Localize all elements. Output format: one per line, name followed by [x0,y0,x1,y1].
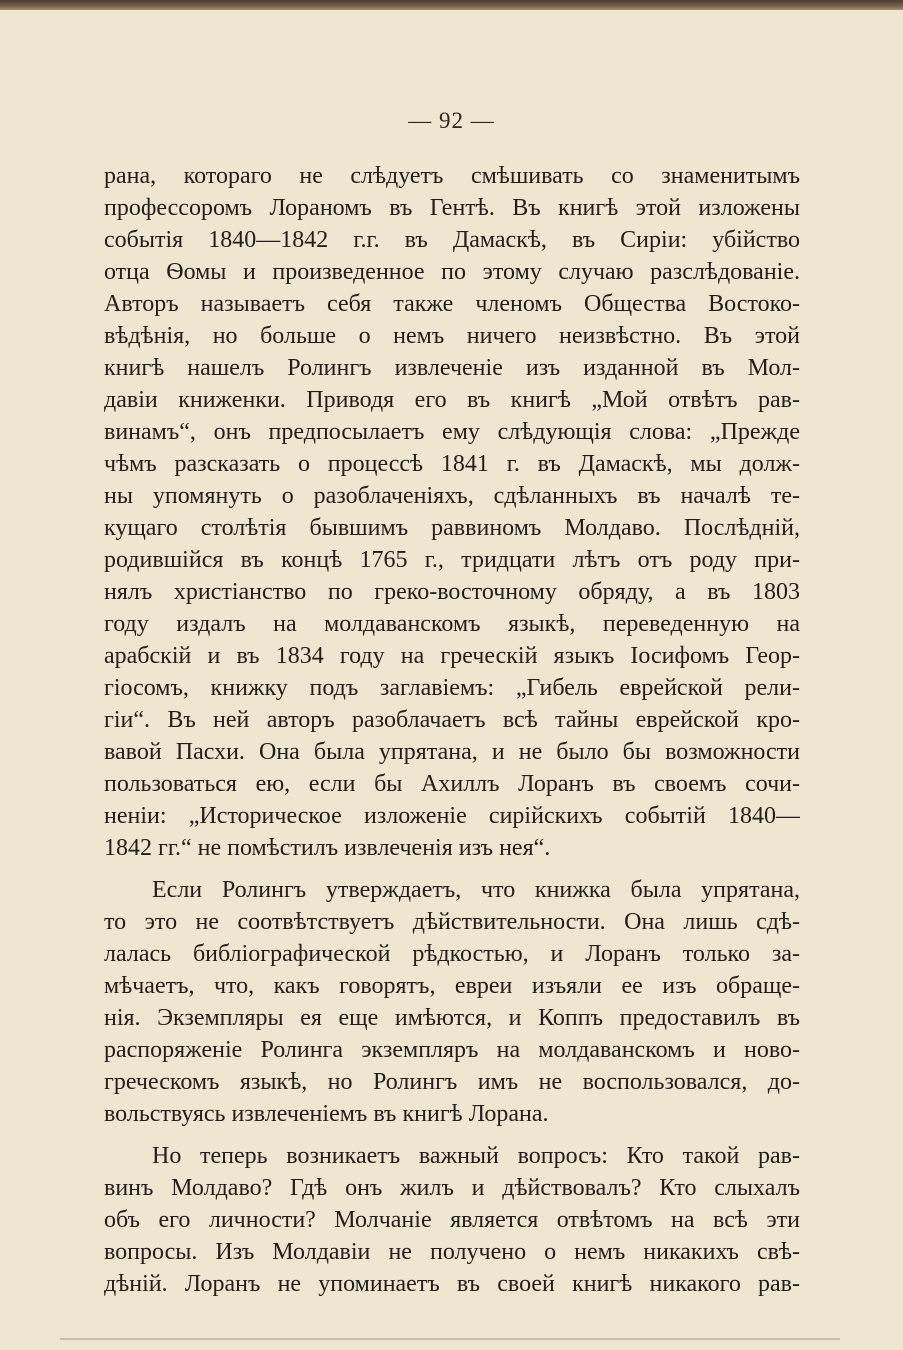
paragraph-1 [104,160,800,864]
text-line: греческомъ языкѣ, но Ролингъ имъ не воспользовался, до- [104,1069,800,1095]
text-line: гіосомъ, книжку подъ заглавіемъ: „Гибель еврейской рели- [104,675,800,701]
text-line: Но теперь возникаетъ важный вопросъ: Кто такой рав- [152,1143,800,1169]
text-line: вопросы. Изъ Молдавіи не получено о немъ никакихъ свѣ- [104,1239,800,1265]
text-line: давіи книженки. Приводя его въ книгѣ „Мой отвѣтъ рав- [104,387,800,413]
paragraph-3 [104,1140,800,1300]
scan-bottom-edge [60,1338,840,1340]
body-text [104,160,800,1300]
text-line: винамъ“, онъ предпосылаетъ ему слѣдующія слова: „Прежде [104,419,800,445]
text-line: событія 1840—1842 г.г. въ Дамаскѣ, въ Сиріи: убійство [104,227,800,253]
text-line: лалась библіографической рѣдкостью, и Лоранъ только за- [104,941,800,967]
paragraph-spacing [104,1130,800,1140]
text-line: нялъ христіанство по греко-восточному обряду, а въ 1803 [104,579,800,605]
text-line: профессоромъ Лораномъ въ Гентѣ. Въ книгѣ этой изложены [104,195,800,221]
text-line: году издалъ на молдаванскомъ языкѣ, переведенную на [104,611,800,637]
text-line: отца Ѳомы и произведенное по этому случаю разслѣдованіе. [104,259,800,285]
text-line: чѣмъ разсказать о процессѣ 1841 г. въ Дамаскѣ, мы долж- [104,451,800,477]
text-line: 1842 гг.“ не помѣстилъ извлеченія изъ нея“. [104,835,551,861]
text-line: книгѣ нашелъ Ролингъ извлеченіе изъ изданной въ Мол- [104,355,800,381]
text-line: распоряженіе Ролинга экземпляръ на молдаванскомъ и ново- [104,1037,800,1063]
text-line: Авторъ называетъ себя также членомъ Общества Востоко- [104,291,800,317]
text-line: кущаго столѣтія бывшимъ раввиномъ Молдаво. Послѣдній, [104,515,800,541]
text-line: винъ Молдаво? Гдѣ онъ жилъ и дѣйствовалъ? Кто слыхалъ [104,1175,800,1201]
text-line: пользоваться ею, если бы Ахиллъ Лоранъ въ своемъ сочи- [104,771,800,797]
text-line: дѣній. Лоранъ не упоминаетъ въ своей книгѣ никакого рав- [104,1271,800,1297]
text-line: вѣдѣнія, но больше о немъ ничего неизвѣстно. Въ этой [104,323,800,349]
text-line: рана, котораго не слѣдуетъ смѣшивать со знаменитымъ [104,163,800,189]
text-line: мѣчаетъ, что, какъ говорятъ, евреи изъяли ее изъ обраще- [104,973,800,999]
text-line: арабскій и въ 1834 году на греческій языкъ Іосифомъ Геор- [104,643,800,669]
text-line: родившійся въ концѣ 1765 г., тридцати лѣтъ отъ роду при- [104,547,800,573]
page-number: — 92 — [408,108,495,133]
text-line: вольствуясь извлеченіемъ въ книгѣ Лорана. [104,1101,549,1127]
text-line: гіи“. Въ ней авторъ разоблачаетъ всѣ тайны еврейской кро- [104,707,800,733]
text-line: неніи: „Историческое изложеніе сирійскихъ событій 1840— [104,803,800,829]
paragraph-2 [104,874,800,1130]
text-line: нія. Экземпляры ея еще имѣются, и Коппъ предоставилъ въ [104,1005,800,1031]
text-line: Если Ролингъ утверждаетъ, что книжка была упрятана, [152,877,800,903]
text-line: то это не соотвѣтствуетъ дѣйствительности. Она лишь сдѣ- [104,909,800,935]
text-line: объ его личности? Молчаніе является отвѣтомъ на всѣ эти [104,1207,800,1233]
paragraph-spacing [104,864,800,874]
text-line: вавой Пасхи. Она была упрятана, и не было бы возможности [104,739,800,765]
text-line: ны упомянуть о разоблаченіяхъ, сдѣланныхъ въ началѣ те- [104,483,800,509]
